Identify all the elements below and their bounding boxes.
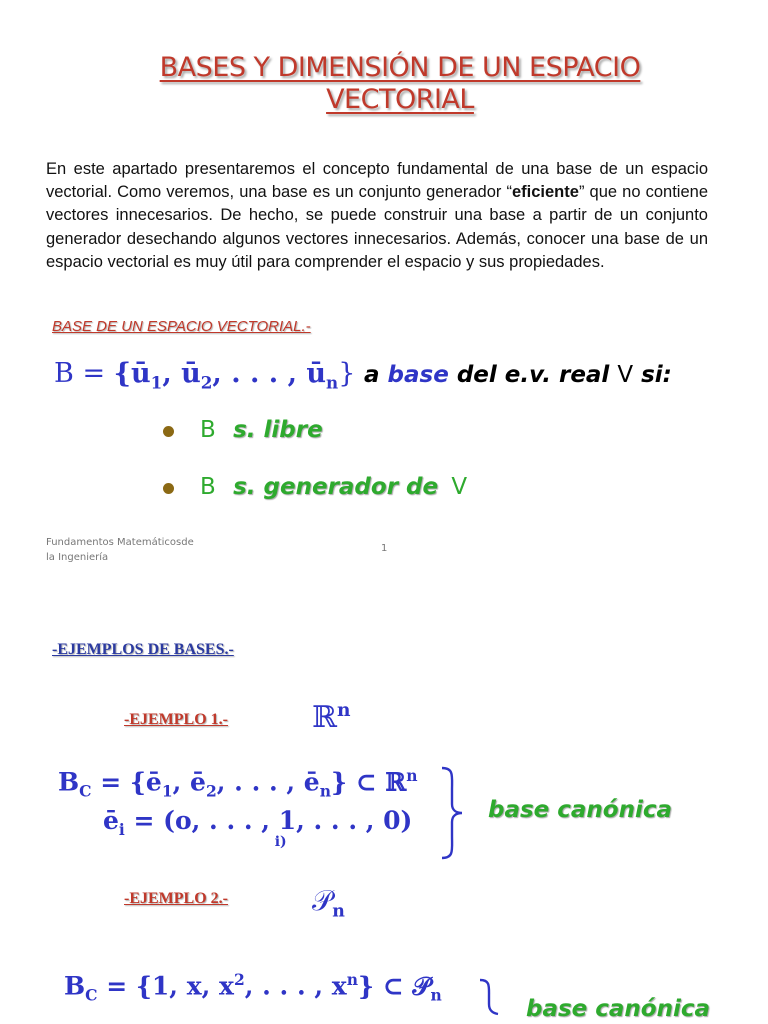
brace-icon	[478, 978, 500, 1024]
definition-formula: $B = \{ū_1$, $ū_2$, . . . , $ū_n$}	[54, 358, 356, 393]
canonical-label-2: base canónica	[526, 996, 711, 1022]
definition-text: a base del e.v. real V si:	[364, 362, 672, 388]
emphasis-eficiente: eficiente	[511, 183, 579, 202]
slide-footer: Fundamentos Matemáticosde la Ingeniería	[46, 537, 194, 563]
examples-heading: -EJEMPLOS DE BASES.-	[52, 641, 234, 658]
title-line-2: VECTORIAL	[326, 84, 474, 116]
example-1-line-1: $B_C$ = {$ē_1$, $ē_2$, . . . , $ē_n$} ⊂ ℝ$^n$	[58, 766, 418, 801]
bullet-item-libre: B s. libre	[200, 417, 323, 443]
example-1-line-2: $ē_i = (o$, . . . , 1 i) , . . . , 0)	[103, 806, 413, 850]
section-heading-base: BASE DE UN ESPACIO VECTORIAL.-	[52, 318, 311, 335]
bullet-dot	[163, 483, 174, 494]
example-1-space: ℝ$^n$	[312, 700, 351, 735]
bullet-dot	[163, 426, 174, 437]
bullet-item-generador: B s. generador de V	[200, 474, 468, 500]
example-2-space: 𝒫$_n$	[312, 884, 345, 922]
brace-icon	[440, 766, 464, 860]
example-2-line-1: $B_C = \{1$, x, $x^2$, . . . , $x^n$} ⊂ 𝒫$_n$	[64, 970, 442, 1005]
example-1-label: -EJEMPLO 1.-	[124, 711, 228, 728]
page-number: 1	[381, 543, 388, 554]
intro-paragraph: En este apartado presentaremos el concepto fundamental de una base de un espacio vectorial. Como veremos, una base es un conjunto generador “eficiente” que no contiene vectores innecesarios. De hecho, se puede construir una base a partir de un conjunto generador desechando algunos vectores innecesarios. Además, conocer una base de un espacio vectorial es muy útil para comprender el espacio y sus propiedades.	[46, 160, 708, 271]
definition-line	[54, 358, 672, 392]
page-title	[0, 52, 768, 117]
example-2-label: -EJEMPLO 2.-	[124, 890, 228, 907]
canonical-label-1: base canónica	[488, 797, 673, 823]
title-line-1: BASES Y DIMENSIÓN DE UN ESPACIO	[159, 52, 641, 83]
